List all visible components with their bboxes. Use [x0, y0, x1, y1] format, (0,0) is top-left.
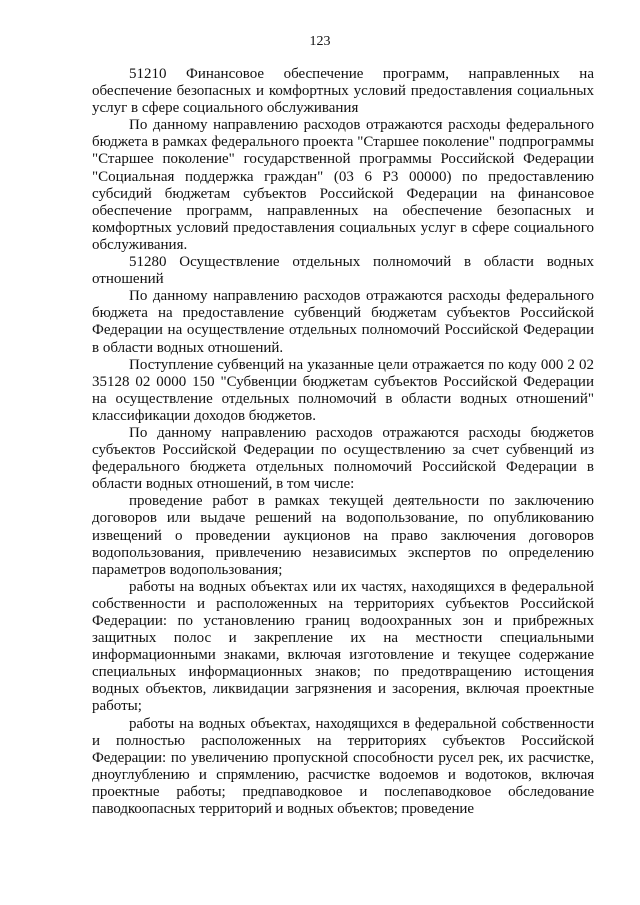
document-body [92, 66, 594, 818]
paragraph-51210-description: По данному направлению расходов отражаются расходы федерального бюджета в рамках федерального проекта "Старшее поколение" подпрограммы "Старшее поколение" государственной программы Российской Федерации "Социальная поддержка граждан" (03 6 P3 00000) по предоставлению субсидий бюджетам субъектов Российской Федерации на финансовое обеспечение программ, направленных на обеспечение безопасных и комфортных условий предоставления социальных услуг в сфере социального обслуживания. [92, 117, 594, 253]
paragraph-list-item-contracts: проведение работ в рамках текущей деятельности по заключению договоров или выдаче решений на водопользование, по опубликованию извещений о проведении аукционов на право заключения договоров водопользования, привлечению независимых экспертов по определению параметров водопользования; [92, 493, 594, 578]
paragraph-regional-expenses: По данному направлению расходов отражаются расходы бюджетов субъектов Российской Федерации по осуществлению за счет субвенций из федерального бюджета отдельных полномочий Российской Федерации в области водных отношений, в том числе: [92, 424, 594, 493]
page-number: 123 [309, 34, 331, 49]
paragraph-list-item-riverbed-works: работы на водных объектах, находящихся в федеральной собственности и полностью расположенных на территориях субъектов Российской Федерации: по увеличению пропускной способности русел рек, их расчистке, дноуглублению и спрямлению, расчистке водоемов и водотоков, включая проектные работы; предпаводковое и послепаводковое обследование паводкоопасных территорий и водных объектов; проведение [92, 715, 594, 818]
paragraph-revenue-code: Поступление субвенций на указанные цели отражается по коду 000 2 02 35128 02 0000 150 "Субвенции бюджетам субъектов Российской Федерации на осуществление отдельных полномочий в области водных отношений" классификации доходов бюджетов. [92, 356, 594, 424]
paragraph-51210-heading: 51210 Финансовое обеспечение программ, направленных на обеспечение безопасных и комфортных условий предоставления социальных услуг в сфере социального обслуживания [92, 66, 594, 117]
paragraph-51280-heading: 51280 Осуществление отдельных полномочий в области водных отношений [92, 254, 594, 288]
paragraph-list-item-protection-zones: работы на водных объектах или их частях, находящихся в федеральной собственности и расположенных на территориях субъектов Российской Федерации: по установлению границ водоохранных зон и прибрежных защитных полос и закрепление их на местности специальными информационными знаками, включая изготовление и текущее содержание специальных информационных знаков; по предотвращению истощения водных объектов, ликвидации загрязнения и засорения, включая проектные работы; [92, 578, 594, 715]
paragraph-51280-description: По данному направлению расходов отражаются расходы федерального бюджета на предоставление субвенций бюджетам субъектов Российской Федерации на осуществление отдельных полномочий Российской Федерации в области водных отношений. [92, 288, 594, 356]
